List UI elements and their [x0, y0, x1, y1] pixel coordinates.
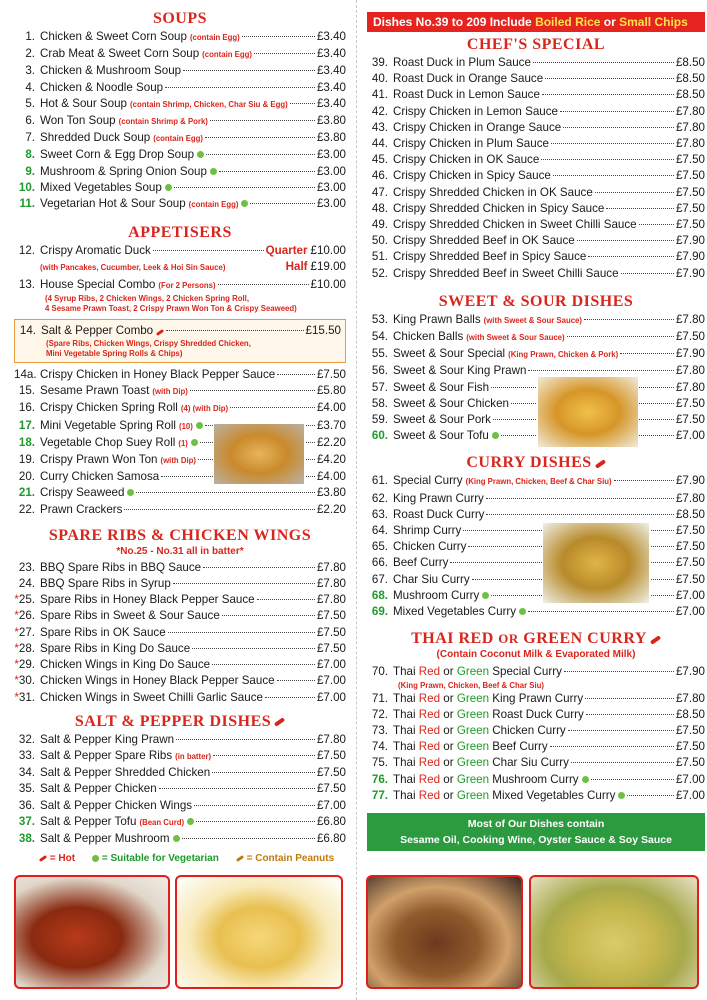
menu-item-63[interactable]: 63. Roast Duck Curry £8.50: [371, 507, 705, 521]
menu-item-64[interactable]: 64. Shrimp Curry £7.50: [371, 524, 705, 538]
menu-item-30[interactable]: *30. Chicken Wings in Honey Black Pepper Sauce £7.00: [14, 674, 346, 688]
saltpepper-list: [14, 732, 346, 847]
menu-item-15[interactable]: 15. Sesame Prawn Toast (with Dip) £5.80: [18, 384, 346, 398]
menu-item-19[interactable]: 19. Crispy Prawn Won Ton (with Dip) £4.20: [18, 453, 346, 467]
vegetarian-icon: [127, 489, 134, 496]
ribs-title: SPARE RIBS & CHICKEN WINGS: [48, 526, 312, 544]
menu-item-55[interactable]: 55. Sweet & Sour Special (King Prawn, Chicken & Pork) £7.90: [371, 347, 705, 361]
chilli-icon: [39, 855, 47, 862]
menu-item-47[interactable]: 47. Crispy Shredded Chicken in OK Sauce £7.50: [371, 185, 705, 199]
menu-item-12-half[interactable]: (with Pancakes, Cucumber, Leek & Hoi Sin Sauce) Half £19.00: [40, 260, 346, 274]
vegetarian-icon: [173, 835, 180, 842]
menu-item-50[interactable]: 50. Crispy Shredded Beef in OK Sauce £7.90: [371, 234, 705, 248]
menu-item-40[interactable]: 40. Roast Duck in Orange Sauce £8.50: [371, 72, 705, 86]
menu-item-5[interactable]: 5. Hot & Sour Soup (contain Shrimp, Chicken, Char Siu & Egg) £3.40: [25, 96, 346, 110]
menu-item-1[interactable]: 1. Chicken & Sweet Corn Soup (contain Egg) £3.40: [25, 30, 346, 43]
allergen-notice: Most of Our Dishes contain Sesame Oil, Cooking Wine, Oyster Sauce & Soy Sauce: [367, 813, 705, 851]
menu-item-70[interactable]: 70. Thai Red or Green Special Curry £7.90: [371, 665, 705, 679]
vegetarian-icon: [482, 592, 489, 599]
inset-photo-curry: [542, 522, 650, 604]
menu-item-3[interactable]: 3. Chicken & Mushroom Soup £3.40: [25, 64, 346, 78]
menu-item-54[interactable]: 54. Chicken Balls (with Sweet & Sour Sauce) £7.50: [371, 330, 705, 344]
thai-subtitle: (Contain Coconut Milk & Evaporated Milk): [436, 649, 636, 661]
menu-item-27[interactable]: *27. Spare Ribs in OK Sauce £7.50: [14, 625, 346, 639]
food-photo-green-curry: [529, 875, 699, 989]
menu-item-6[interactable]: 6. Won Ton Soup (contain Shrimp & Pork) £3.80: [25, 114, 346, 128]
menu-item-32[interactable]: 32. Salt & Pepper King Prawn £7.80: [18, 732, 346, 746]
chilli-icon: [274, 717, 285, 727]
menu-item-20[interactable]: 20. Curry Chicken Samosa £4.00: [18, 470, 346, 484]
menu-item-9[interactable]: 9. Mushroom & Spring Onion Soup £3.00: [25, 164, 346, 178]
thai-list: [367, 664, 705, 804]
menu-item-65[interactable]: 65. Chicken Curry £7.50: [371, 540, 705, 554]
menu-item-70-desc: (King Prawn, Chicken, Beef & Char Siu): [398, 680, 544, 690]
menu-item-61[interactable]: 61. Special Curry (King Prawn, Chicken, Beef & Char Siu) £7.90: [371, 474, 705, 488]
menu-item-14a[interactable]: 14a. Crispy Chicken in Honey Black Pepper Sauce £7.50: [14, 368, 346, 382]
menu-item-43[interactable]: 43. Crispy Chicken in Orange Sauce £7.80: [371, 120, 705, 134]
soups-list: [14, 29, 346, 213]
menu-item-46[interactable]: 46. Crispy Chicken in Spicy Sauce £7.50: [371, 169, 705, 183]
vegetarian-icon: [492, 432, 499, 439]
legend: [14, 853, 346, 864]
menu-item-41[interactable]: 41. Roast Duck in Lemon Sauce £8.50: [371, 88, 705, 102]
vegetarian-icon: [196, 422, 203, 429]
vegetarian-icon: [519, 608, 526, 615]
menu-item-18[interactable]: 18. Vegetable Chop Suey Roll (1) £2.20: [18, 435, 346, 449]
menu-item-73[interactable]: 73. Thai Red or Green Chicken Curry £7.50: [371, 723, 705, 737]
vegetarian-icon: [165, 184, 172, 191]
menu-item-33[interactable]: 33. Salt & Pepper Spare Ribs (in batter) £7.50: [18, 748, 346, 762]
menu-item-72[interactable]: 72. Thai Red or Green Roast Duck Curry £8.50: [371, 707, 705, 721]
menu-item-62[interactable]: 62. King Prawn Curry £7.80: [371, 491, 705, 505]
menu-item-49[interactable]: 49. Crispy Shredded Chicken in Sweet Chilli Sauce £7.50: [371, 218, 705, 232]
menu-item-28[interactable]: *28. Spare Ribs in King Do Sauce £7.50: [14, 641, 346, 655]
vegetarian-icon: [618, 792, 625, 799]
menu-item-68[interactable]: 68. Mushroom Curry £7.00: [371, 588, 705, 602]
inset-photo-spring-rolls: [213, 423, 305, 485]
menu-item-37[interactable]: 37. Salt & Pepper Tofu (Bean Curd) £6.80: [18, 814, 346, 828]
peanut-icon: [236, 855, 244, 862]
menu-item-71[interactable]: 71. Thai Red or Green King Prawn Curry £7.80: [371, 691, 705, 705]
chilli-icon: [650, 635, 661, 645]
curry-title: CURRY DISHES: [367, 453, 705, 473]
menu-item-14-desc-2: Mini Vegetable Spring Rolls & Chips): [46, 349, 183, 359]
menu-item-66[interactable]: 66. Beef Curry £7.50: [371, 556, 705, 570]
right-column: [367, 0, 705, 851]
vegetarian-icon: [92, 855, 99, 862]
menu-item-7[interactable]: 7. Shredded Duck Soup (contain Egg) £3.80: [25, 131, 346, 145]
menu-item-57[interactable]: 57. Sweet & Sour Fish £7.80: [371, 380, 705, 394]
legend-veg: = Suitable for Vegetarian: [89, 853, 219, 864]
menu-item-16[interactable]: 16. Crispy Chicken Spring Roll (4) (with Dip) £4.00: [18, 401, 346, 415]
menu-item-13[interactable]: 13. House Special Combo (For 2 Persons) £10.00: [18, 277, 346, 291]
menu-item-77[interactable]: 77. Thai Red or Green Mixed Vegetables Curry £7.00: [371, 788, 705, 802]
legend-hot: = Hot: [36, 853, 75, 864]
chefs-title: CHEF'S SPECIAL: [466, 36, 606, 53]
menu-item-35[interactable]: 35. Salt & Pepper Chicken £7.50: [18, 782, 346, 796]
menu-item-45[interactable]: 45. Crispy Chicken in OK Sauce £7.50: [371, 153, 705, 167]
menu-item-53[interactable]: 53. King Prawn Balls (with Sweet & Sour Sauce) £7.80: [371, 312, 705, 326]
menu-item-11[interactable]: 11. Vegetarian Hot & Sour Soup (contain Egg) £3.00: [19, 197, 346, 211]
menu-item-39[interactable]: 39. Roast Duck in Plum Sauce £8.50: [371, 56, 705, 69]
chilli-icon: [156, 329, 164, 336]
menu-item-76[interactable]: 76. Thai Red or Green Mushroom Curry £7.00: [371, 772, 705, 786]
menu-item-67[interactable]: 67. Char Siu Curry £7.50: [371, 572, 705, 586]
menu-item-12[interactable]: 12. Crispy Aromatic Duck Quarter £10.00: [18, 244, 346, 258]
food-photo-lemon-chicken: [175, 875, 343, 989]
menu-item-38[interactable]: 38. Salt & Pepper Mushroom £6.80: [18, 831, 346, 845]
menu-item-48[interactable]: 48. Crispy Shredded Chicken in Spicy Sauce £7.50: [371, 201, 705, 215]
food-photo-crispy-beef: [366, 875, 523, 989]
menu-item-44[interactable]: 44. Crispy Chicken in Plum Sauce £7.80: [371, 137, 705, 151]
menu-item-24[interactable]: 24. BBQ Spare Ribs in Syrup £7.80: [18, 577, 346, 591]
sweetsour-list: [367, 312, 705, 445]
vegetarian-icon: [241, 200, 248, 207]
vegetarian-icon: [191, 439, 198, 446]
legend-peanuts: = Contain Peanuts: [233, 853, 334, 864]
menu-item-59[interactable]: 59. Sweet & Sour Pork £7.50: [371, 413, 705, 427]
menu-item-74[interactable]: 74. Thai Red or Green Beef Curry £7.50: [371, 740, 705, 754]
menu-item-17[interactable]: 17. Mini Vegetable Spring Roll (10) £3.70: [18, 418, 346, 432]
menu-item-29[interactable]: *29. Chicken Wings in King Do Sauce £7.00: [14, 658, 346, 672]
vegetarian-icon: [210, 168, 217, 175]
sweetsour-title: SWEET & SOUR DISHES: [438, 292, 634, 310]
menu-item-60[interactable]: 60. Sweet & Sour Tofu £7.00: [371, 429, 705, 443]
chefs-list: [367, 55, 705, 282]
menu-item-13-desc-1: (4 Syrup Ribs, 2 Chicken Wings, 2 Chicken Spring Roll,: [45, 293, 249, 303]
vegetarian-icon: [187, 818, 194, 825]
menu-item-56[interactable]: 56. Sweet & Sour King Prawn £7.80: [371, 364, 705, 378]
menu-item-14[interactable]: 14. Salt & Pepper Combo £15.50: [19, 323, 341, 337]
salt-pepper-combo-box: [14, 319, 346, 363]
menu-item-21[interactable]: 21. Crispy Seaweed £3.80: [18, 486, 346, 500]
menu-item-31[interactable]: *31. Chicken Wings in Sweet Chilli Garlic Sauce £7.00: [14, 690, 346, 704]
menu-item-42[interactable]: 42. Crispy Chicken in Lemon Sauce £7.80: [371, 104, 705, 118]
menu-item-51[interactable]: 51. Crispy Shredded Beef in Spicy Sauce £7.90: [371, 250, 705, 264]
rice-banner: Dishes No.39 to 209 Include Boiled Rice or Small Chips: [367, 12, 705, 32]
menu-item-34[interactable]: 34. Salt & Pepper Shredded Chicken £7.50: [18, 766, 346, 780]
food-photo-spare-ribs: [14, 875, 170, 989]
menu-item-25[interactable]: *25. Spare Ribs in Honey Black Pepper Sauce £7.80: [14, 593, 346, 607]
menu-item-13-desc-2: 4 Sesame Prawn Toast, 2 Crispy Prawn Won Ton & Crispy Seaweed): [45, 303, 297, 313]
soups-title: SOUPS: [152, 10, 208, 27]
column-divider: [356, 0, 357, 1000]
curry-list: [367, 473, 705, 620]
menu-item-69[interactable]: 69. Mixed Vegetables Curry £7.00: [371, 605, 705, 619]
menu-item-2[interactable]: 2. Crab Meat & Sweet Corn Soup (contain Egg) £3.40: [25, 47, 346, 61]
menu-item-75[interactable]: 75. Thai Red or Green Char Siu Curry £7.50: [371, 756, 705, 770]
ribs-list: [14, 560, 346, 706]
menu-item-58[interactable]: 58. Sweet & Sour Chicken £7.50: [371, 396, 705, 410]
menu-item-10[interactable]: 10. Mixed Vegetables Soup £3.00: [18, 180, 346, 194]
vegetarian-icon: [582, 776, 589, 783]
inset-photo-sweet-sour: [537, 376, 639, 448]
menu-item-14-desc-1: (Spare Ribs, Chicken Wings, Crispy Shredded Chicken,: [46, 339, 251, 349]
chilli-icon: [595, 459, 606, 469]
menu-item-36[interactable]: 36. Salt & Pepper Chicken Wings £7.00: [18, 798, 346, 812]
appetisers-title: APPETISERS: [128, 224, 232, 242]
thai-title: THAI RED OR GREEN CURRY: [367, 629, 705, 649]
menu-item-52[interactable]: 52. Crispy Shredded Beef in Sweet Chilli Sauce £7.90: [371, 266, 705, 280]
menu-item-23[interactable]: 23. BBQ Spare Ribs in BBQ Sauce £7.80: [18, 560, 346, 574]
menu-item-22[interactable]: 22. Prawn Crackers £2.20: [18, 502, 346, 516]
menu-item-8[interactable]: 8. Sweet Corn & Egg Drop Soup £3.00: [25, 148, 346, 162]
menu-item-26[interactable]: *26. Spare Ribs in Sweet & Sour Sauce £7.50: [14, 609, 346, 623]
menu-item-4[interactable]: 4. Chicken & Noodle Soup £3.40: [25, 80, 346, 94]
saltpepper-title: SALT & PEPPER DISHES: [14, 712, 346, 732]
ribs-subtitle: *No.25 - No.31 all in batter*: [116, 545, 244, 557]
vegetarian-icon: [197, 151, 204, 158]
